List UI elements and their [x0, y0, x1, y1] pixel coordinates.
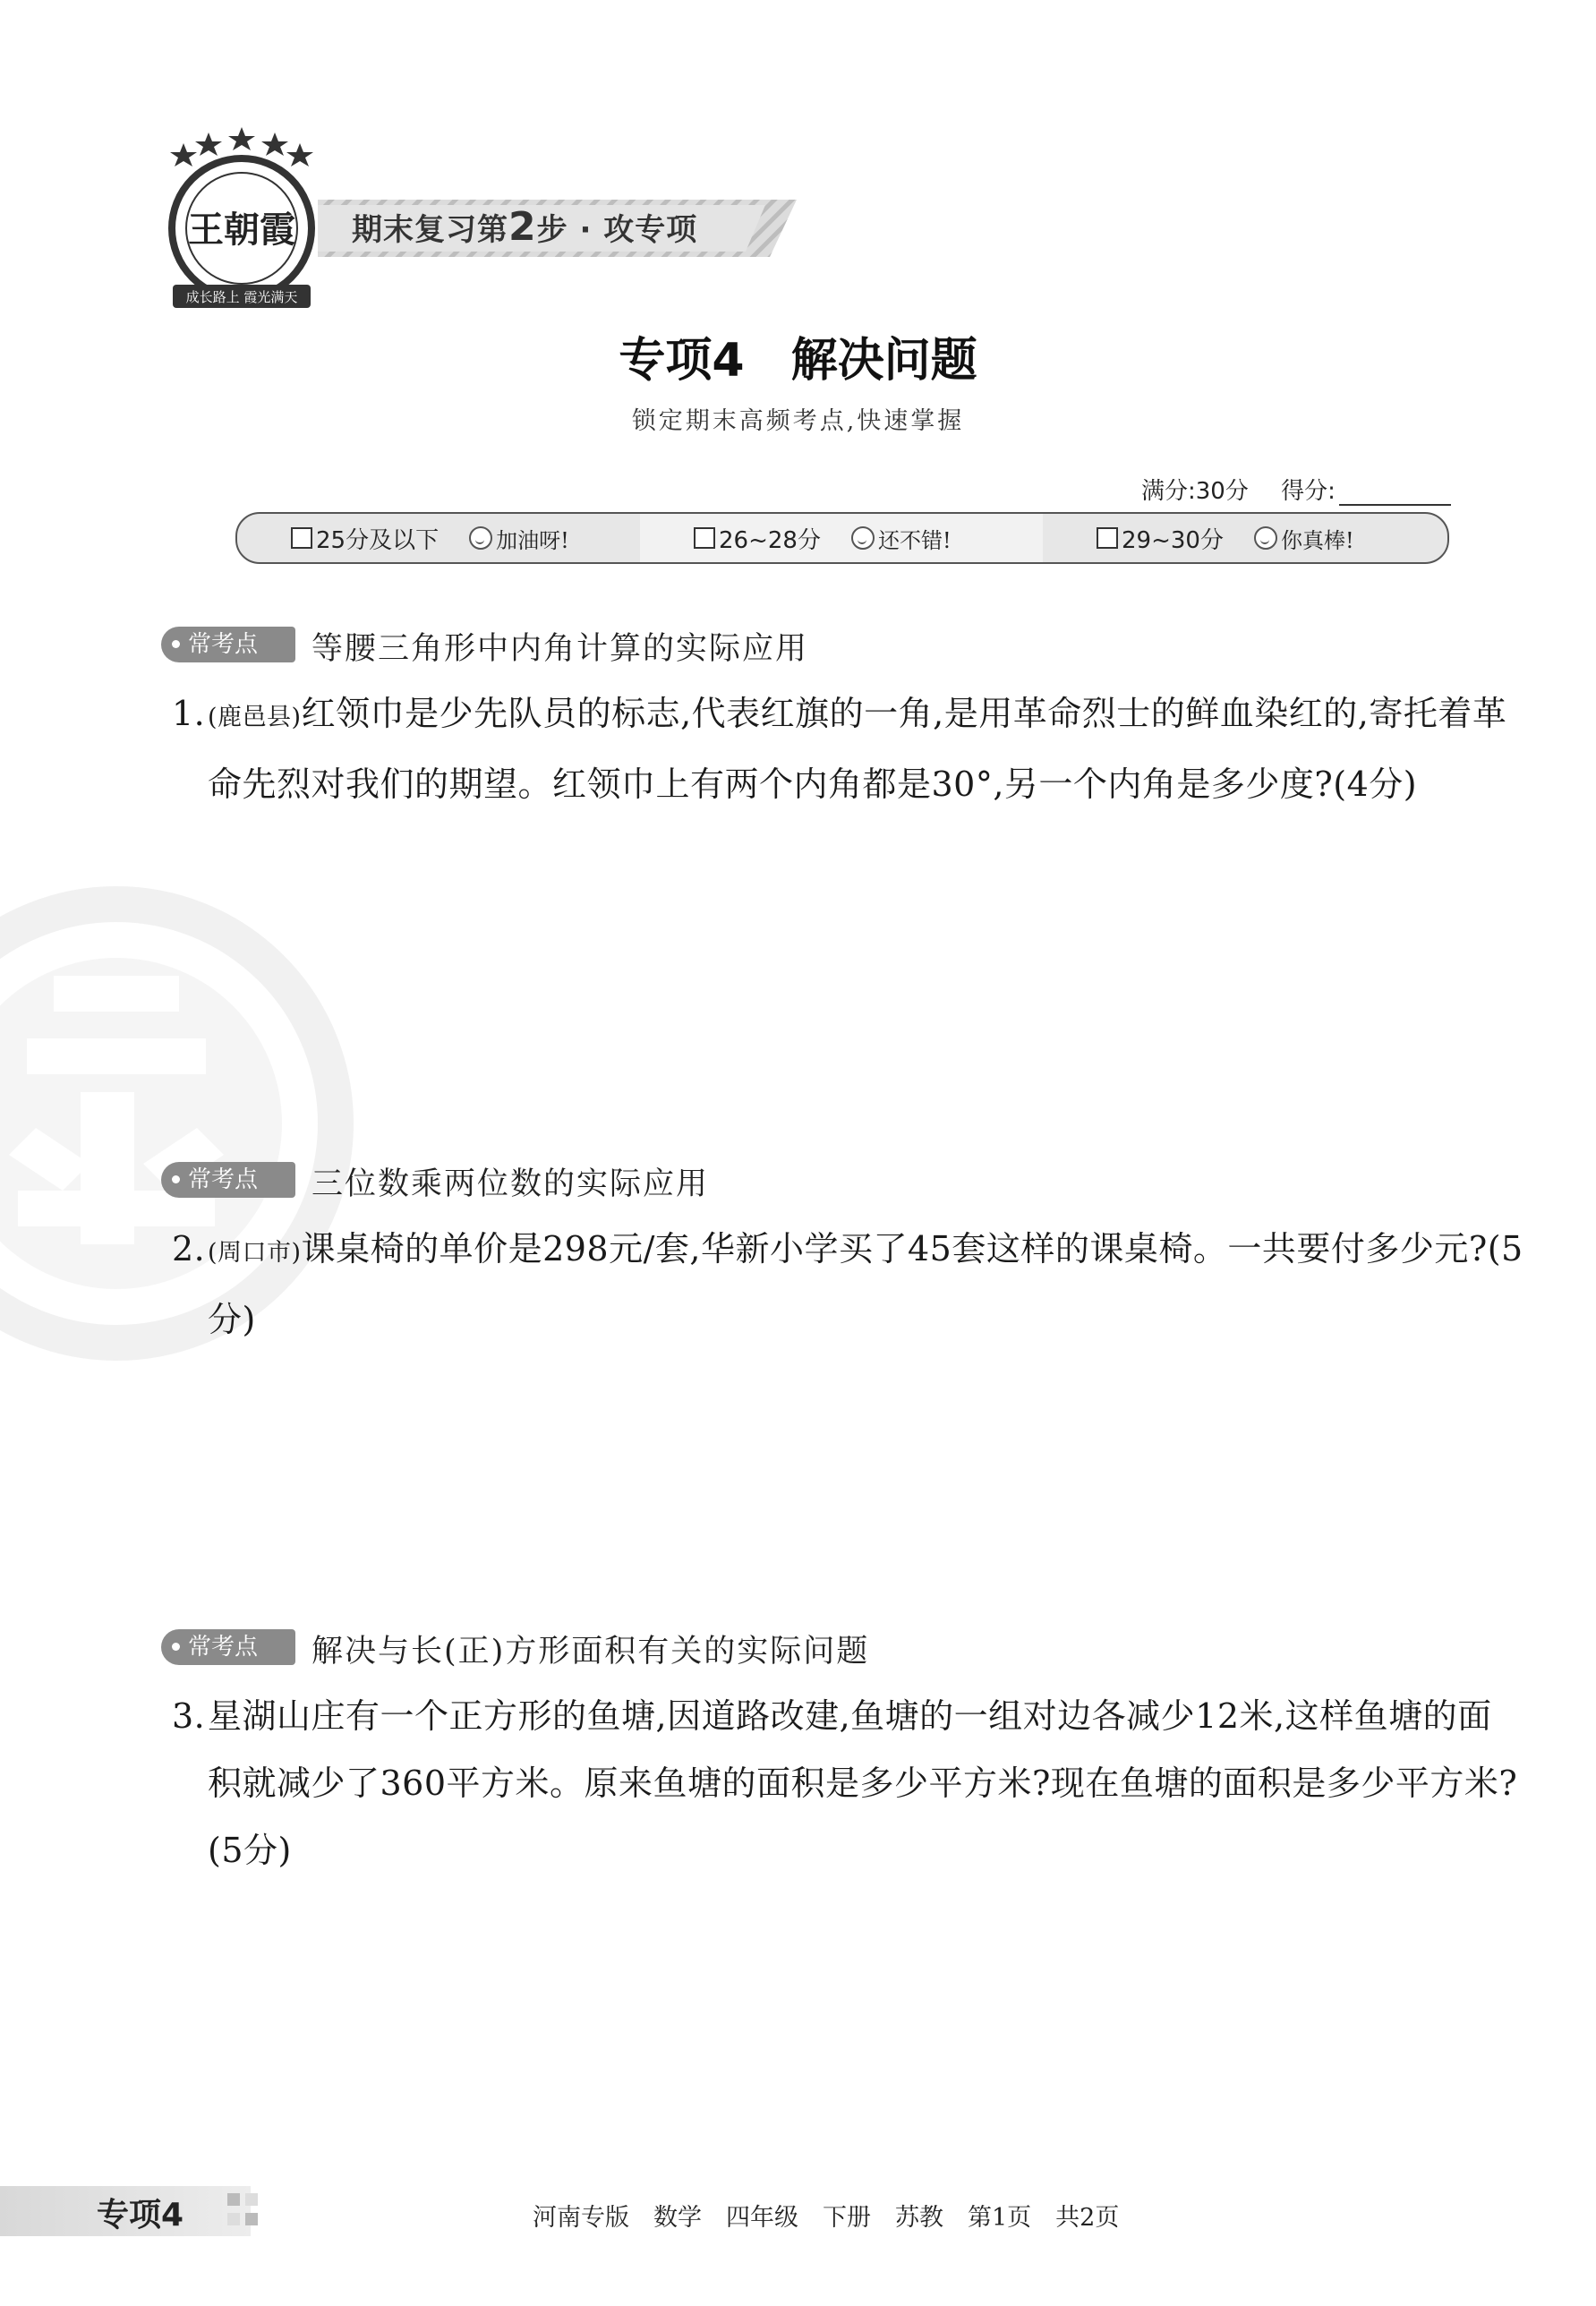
key-point-tag: 常考点 — [161, 1629, 295, 1665]
question-text: 星湖山庄有一个正方形的鱼塘,因道路改建,鱼塘的一组对边各减少12米,这样鱼塘的面积就减少了360平方米。原来鱼塘的面积是多少平方米?现在鱼塘的面积是多少平方米?(5分) — [208, 1696, 1518, 1870]
question-text: 课桌椅的单价是298元/套,华新小学买了45套这样的课桌椅。一共要付多少元?(5分) — [208, 1229, 1523, 1339]
got-score-label: 得分: — [1281, 478, 1336, 505]
question-text: 红领巾是少先队员的标志,代表红旗的一角,是用革命烈士的鲜血染红的,寄托着革命先烈对我们的期望。红领巾上有两个内角都是30°,另一个内角是多少度?(4分) — [208, 694, 1507, 804]
logo-motto: 成长路上 霞光满天 — [185, 289, 298, 305]
footer-label: 专项4 — [97, 2197, 184, 2233]
section-title: 解决与长(正)方形面积有关的实际问题 — [312, 1634, 870, 1670]
grade-checkbox[interactable] — [291, 527, 312, 549]
key-point-tag: 常考点 — [161, 627, 295, 662]
score-blank — [1339, 483, 1451, 506]
section-title: 三位数乘两位数的实际应用 — [312, 1166, 710, 1202]
banner-title: 期末复习第2步 · 攻专项 — [352, 204, 698, 250]
smiley-icon — [851, 526, 875, 550]
score-row — [1141, 473, 1451, 506]
logo-name: 王朝霞 — [188, 209, 295, 251]
footer-info: 河南专版 数学 四年级 下册 苏教 第1页 共2页 — [533, 2204, 1120, 2232]
full-score: 满分:30分 — [1141, 478, 1249, 505]
brand-logo — [157, 125, 327, 318]
page-title: 专项4 解决问题 — [619, 334, 977, 388]
grade-option-3: 29~30分 你真棒! — [1043, 514, 1447, 562]
smiley-icon — [469, 526, 492, 550]
key-point-tag: 常考点 — [161, 1162, 295, 1198]
grade-option-2: 26~28分 还不错! — [640, 514, 1043, 562]
smiley-icon — [1254, 526, 1277, 550]
grade-option-1: 25分及以下 加油呀! — [237, 514, 640, 562]
grade-checkbox[interactable] — [694, 527, 715, 549]
question-source: (鹿邑县) — [208, 704, 302, 731]
question-3: 3. 星湖山庄有一个正方形的鱼塘,因道路改建,鱼塘的一组对边各减少12米,这样鱼塘的面积就减少了360平方米。原来鱼塘的面积是多少平方米?现在鱼塘的面积是多少平方米?(5分) — [172, 1696, 1518, 1870]
footer-squares-icon — [226, 2190, 261, 2231]
page-subtitle: 锁定期末高频考点,快速掌握 — [631, 407, 965, 435]
question-1: 1. (鹿邑县)红领巾是少先队员的标志,代表红旗的一角,是用革命烈士的鲜血染红的,寄托着革命先烈对我们的期望。红领巾上有两个内角都是30°,另一个内角是多少度?(4分) — [172, 694, 1507, 804]
grade-bar — [235, 512, 1449, 564]
section-title: 等腰三角形中内角计算的实际应用 — [312, 631, 809, 667]
grade-checkbox[interactable] — [1097, 527, 1118, 549]
question-2: 2. (周口市)课桌椅的单价是298元/套,华新小学买了45套这样的课桌椅。一共要付多少元?(5分) — [172, 1229, 1523, 1339]
question-source: (周口市) — [208, 1239, 302, 1267]
